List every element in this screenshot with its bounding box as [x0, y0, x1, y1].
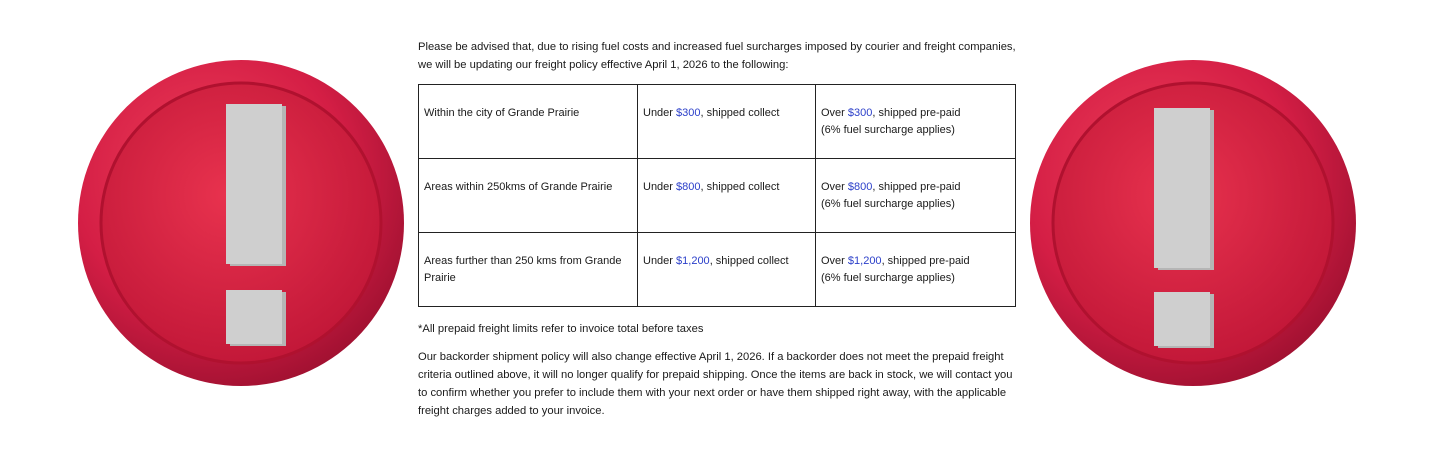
surcharge-note: (6% fuel surcharge applies)	[821, 124, 955, 136]
surcharge-note: (6% fuel surcharge applies)	[821, 272, 955, 284]
under-cell: Under $800, shipped collect	[638, 159, 816, 233]
under-amount: $1,200	[676, 255, 710, 267]
under-cell: Under $300, shipped collect	[638, 85, 816, 159]
table-row	[419, 85, 1016, 159]
area-cell: Areas within 250kms of Grande Prairie	[419, 159, 638, 233]
table-row	[419, 233, 1016, 307]
freight-policy-table	[418, 84, 1016, 307]
backorder-paragraph: Our backorder shipment policy will also change effective April 1, 2026. If a backorder does not meet the prepaid freight criteria outlined above, it will no longer qualify for prepaid shipping. Once the items are back in stock, we will contact you to confirm whether you prefer to include them with your next order or have them shipped right away, with the applicable freight charges added to your invoice.	[418, 351, 1013, 417]
under-amount: $800	[676, 181, 701, 193]
freight-policy-notice	[418, 38, 1018, 420]
area-cell: Areas further than 250 kms from Grande Prairie	[419, 233, 638, 307]
under-amount: $300	[676, 107, 701, 119]
exclamation-badge-icon	[1028, 58, 1358, 388]
surcharge-note: (6% fuel surcharge applies)	[821, 198, 955, 210]
table-row	[419, 159, 1016, 233]
footnote: *All prepaid freight limits refer to invoice total before taxes	[418, 323, 704, 335]
exclamation-badge-left-graphic	[76, 58, 406, 388]
area-cell: Within the city of Grande Prairie	[419, 85, 638, 159]
exclamation-badge-icon	[76, 58, 406, 388]
over-amount: $1,200	[847, 255, 882, 267]
over-amount: $300	[847, 107, 873, 119]
over-cell: Over $800, shipped pre-paid (6% fuel surcharge applies)	[816, 159, 1016, 233]
over-cell: Over $1,200, shipped pre-paid (6% fuel surcharge applies)	[816, 233, 1016, 307]
intro-paragraph: Please be advised that, due to rising fuel costs and increased fuel surcharges imposed by courier and freight companies, we will be updating our freight policy effective April 1, 2026 to the following:	[418, 41, 1016, 71]
under-cell: Under $1,200, shipped collect	[638, 233, 816, 307]
over-amount: $800	[847, 181, 873, 193]
over-cell: Over $300, shipped pre-paid (6% fuel surcharge applies)	[816, 85, 1016, 159]
exclamation-badge-right-graphic	[1028, 58, 1358, 388]
